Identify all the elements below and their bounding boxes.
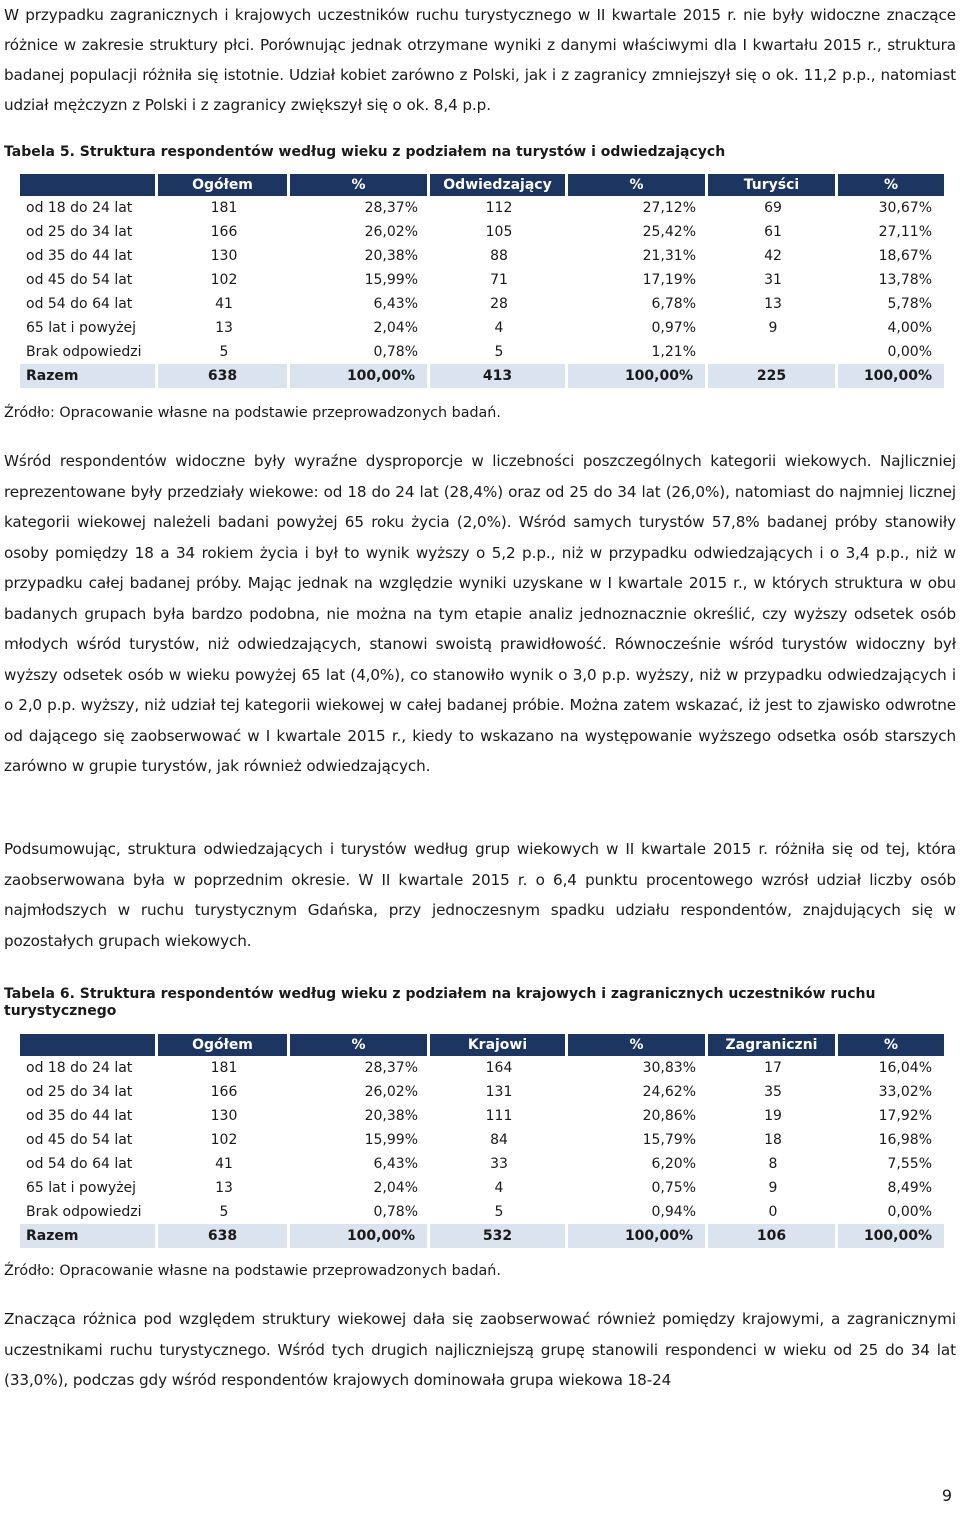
table6-cell: 28,37% <box>364 1060 418 1076</box>
table5-cell: 13 <box>215 320 233 336</box>
table6-cell: 16,98% <box>878 1132 932 1148</box>
table5-header-pct3: % <box>838 174 944 196</box>
table6-cell: 8,49% <box>887 1180 932 1196</box>
table5-cell: 13 <box>764 296 782 312</box>
table5-header-turysci: Turyści <box>708 174 838 196</box>
table6-total-cell: 100,00% <box>568 1224 708 1248</box>
table6-cell: 17 <box>764 1060 782 1076</box>
page-number: 9 <box>941 1486 952 1505</box>
table6-cell: 0,78% <box>373 1204 418 1220</box>
table6-cell: 2,04% <box>373 1180 418 1196</box>
table5-cell: 0,97% <box>651 320 696 336</box>
table5-row <box>20 244 944 268</box>
table5-cell: 0,78% <box>373 344 418 360</box>
table5-total-row <box>20 364 944 388</box>
table5-cell: 30,67% <box>878 200 932 216</box>
table5-header-row <box>20 174 944 196</box>
table6-cell: 20,86% <box>642 1108 696 1124</box>
table5-cell: 4 <box>494 320 504 336</box>
table6-total-cell: 638 <box>158 1224 290 1248</box>
table6-cell: od 54 do 64 lat <box>26 1156 133 1172</box>
table5-header-odwiedzajacy: Odwiedzający <box>430 174 568 196</box>
paragraph-age-disproportions: Wśród respondentów widoczne były wyraźne dysproporcje w liczebności poszczególnych kategorii wiekowych. Najliczniej reprezentowane były przedziały wiekowe: od 18 do 24 lat (28,4%) oraz od 25 do 34 lat (26,0%), natomiast do najmniej licznej kategorii wiekowej należeli badani powyżej 65 roku życia (2,0%). Wśród samych turystów 57,8% badanej próby stanowiły osoby pomiędzy 18 a 34 rokiem życia i był to wynik wyższy o 5,2 p.p., niż w przypadku odwiedzających i o 3,4 p.p., niż w przypadku całej badanej próby. Mając jednak na względzie wyniki uzyskane w I kwartale 2015 r., w których struktura w obu badanych grupach była bardzo podobna, nie można na tym etapie analiz jednoznacznie określić, czy wyższy odsetek osób młodych wśród turystów, niż odwiedzających, stanowi swoistą prawidłowość. Równocześnie wśród turystów widoczny był wyższy odsetek osób w wieku powyżej 65 lat (4,0%), co stanowiło wynik o 3,0 p.p. wyższy, niż w przypadku odwiedzających i o 2,0 p.p. wyższy, niż udział tej kategorii wiekowej w całej badanej próbie. Można zatem wskazać, iż jest to zjawisko odwrotne od dającego się zaobserwować w I kwartale 2015 r., kiedy to wskazano na występowanie wyższego odsetka osób starszych zarówno w grupie turystów, jak również odwiedzających. <box>4 452 956 775</box>
table6-cell: 166 <box>210 1084 238 1100</box>
table5-caption: Tabela 5. Struktura respondentów według wieku z podziałem na turystów i odwiedzających <box>4 144 726 160</box>
table6-cell: 5 <box>219 1204 229 1220</box>
table5-cell: 28 <box>490 296 508 312</box>
table5-cell: 69 <box>764 200 782 216</box>
table5-cell: 15,99% <box>364 272 418 288</box>
table6-cell: od 45 do 54 lat <box>26 1132 133 1148</box>
table5-cell: od 54 do 64 lat <box>26 296 133 312</box>
table5-cell: 112 <box>485 200 513 216</box>
table5-cell: 42 <box>764 248 782 264</box>
table6-cell: 15,99% <box>364 1132 418 1148</box>
table5-cell: od 25 do 34 lat <box>26 224 133 240</box>
table5-row <box>20 268 944 292</box>
table6-cell: od 25 do 34 lat <box>26 1084 133 1100</box>
table5-total-cell: 100,00% <box>838 364 944 388</box>
table6-cell: 84 <box>490 1132 508 1148</box>
table5-cell: 65 lat i powyżej <box>26 320 137 336</box>
table6-cell: 111 <box>485 1108 513 1124</box>
table6-cell: 0,94% <box>651 1204 696 1220</box>
table6-row <box>20 1152 944 1176</box>
table5-cell: 2,04% <box>373 320 418 336</box>
table5-source: Źródło: Opracowanie własne na podstawie przeprowadzonych badań. <box>4 405 501 421</box>
table5-total-cell: 413 <box>430 364 568 388</box>
table6-cell: Brak odpowiedzi <box>26 1204 142 1220</box>
table6-row <box>20 1200 944 1224</box>
table5-total-cell: 225 <box>708 364 838 388</box>
table6-cell: 18 <box>764 1132 782 1148</box>
table5-cell: 26,02% <box>364 224 418 240</box>
table6-cell: 19 <box>764 1108 782 1124</box>
table6-row <box>20 1176 944 1200</box>
table5-cell: 25,42% <box>642 224 696 240</box>
table6-header-row <box>20 1034 944 1056</box>
table6-total-cell: 100,00% <box>290 1224 430 1248</box>
table6-cell: 6,20% <box>651 1156 696 1172</box>
table6-cell: 164 <box>485 1060 513 1076</box>
intro-paragraph: W przypadku zagranicznych i krajowych uczestników ruchu turystycznego w II kwartale 2015 r. nie były widoczne znaczące różnice w zakresie struktury płci. Porównując jednak otrzymane wyniki z danymi właściwymi dla I kwartału 2015 r., struktura badanej populacji różniła się istotnie. Udział kobiet zarówno z Polski, jak i z zagranicy zmniejszył się o ok. 11,2 p.p., natomiast udział mężczyzn z Polski i z zagranicy zwiększył się o ok. 8,4 p.p. <box>4 6 956 114</box>
table6-row <box>20 1080 944 1104</box>
table6-row <box>20 1056 944 1080</box>
table5-cell: 71 <box>490 272 508 288</box>
table6-header-ogolem: Ogółem <box>158 1034 290 1056</box>
table6-total-cell: 532 <box>430 1224 568 1248</box>
table5-header-pct1: % <box>290 174 430 196</box>
table5-cell: 166 <box>210 224 238 240</box>
table5-cell: Brak odpowiedzi <box>26 344 142 360</box>
table5-total-cell: 638 <box>158 364 290 388</box>
table6-cell: 41 <box>215 1156 233 1172</box>
table5-cell: 20,38% <box>364 248 418 264</box>
table6-cell: od 18 do 24 lat <box>26 1060 133 1076</box>
table6-total-cell: 106 <box>708 1224 838 1248</box>
table5-header-ogolem: Ogółem <box>158 174 290 196</box>
table6-total-row <box>20 1224 944 1248</box>
table5-total-cell: Razem <box>20 364 158 388</box>
table5-cell: 28,37% <box>364 200 418 216</box>
table5-cell: od 18 do 24 lat <box>26 200 133 216</box>
table5-cell: 6,43% <box>373 296 418 312</box>
table6-cell: 0 <box>768 1204 778 1220</box>
table5-cell: 102 <box>210 272 238 288</box>
table6-cell: 35 <box>764 1084 782 1100</box>
table6-cell: 8 <box>768 1156 778 1172</box>
table6 <box>20 1034 944 1248</box>
table5-cell: 0,00% <box>887 344 932 360</box>
table5-cell: od 45 do 54 lat <box>26 272 133 288</box>
table6-header-pct1: % <box>290 1034 430 1056</box>
table5-cell: 105 <box>485 224 513 240</box>
table6-cell: 30,83% <box>642 1060 696 1076</box>
table5 <box>20 174 944 388</box>
table6-total-cell: Razem <box>20 1224 158 1248</box>
table5-cell <box>708 340 838 364</box>
table5-cell: 17,19% <box>642 272 696 288</box>
table6-cell: 24,62% <box>642 1084 696 1100</box>
table6-cell: 6,43% <box>373 1156 418 1172</box>
table6-cell: 16,04% <box>878 1060 932 1076</box>
table5-row <box>20 292 944 316</box>
table6-header-blank <box>20 1034 158 1056</box>
table5-total-cell: 100,00% <box>568 364 708 388</box>
table5-cell: 130 <box>210 248 238 264</box>
table6-cell: 131 <box>485 1084 513 1100</box>
table6-cell: 4 <box>494 1180 504 1196</box>
table6-cell: 9 <box>768 1180 778 1196</box>
table5-cell: 27,11% <box>878 224 932 240</box>
table6-cell: od 35 do 44 lat <box>26 1108 133 1124</box>
table5-cell: 5,78% <box>887 296 932 312</box>
table6-cell: 17,92% <box>878 1108 932 1124</box>
table6-cell: 33 <box>490 1156 508 1172</box>
table6-cell: 5 <box>494 1204 504 1220</box>
table6-cell: 0,00% <box>887 1204 932 1220</box>
table5-row <box>20 220 944 244</box>
table6-header-zagraniczni: Zagraniczni <box>708 1034 838 1056</box>
table6-caption: Tabela 6. Struktura respondentów według wieku z podziałem na krajowych i zagranicznych uczestników ruchu turystycznego <box>4 986 876 1019</box>
table5-cell: 9 <box>768 320 778 336</box>
table6-cell: 20,38% <box>364 1108 418 1124</box>
table6-header-pct2: % <box>568 1034 708 1056</box>
table6-cell: 33,02% <box>878 1084 932 1100</box>
table6-cell: 26,02% <box>364 1084 418 1100</box>
table6-cell: 7,55% <box>887 1156 932 1172</box>
table5-cell: 41 <box>215 296 233 312</box>
table5-header-blank <box>20 174 158 196</box>
table5-cell: 31 <box>764 272 782 288</box>
table5-cell: 1,21% <box>651 344 696 360</box>
table5-cell: od 35 do 44 lat <box>26 248 133 264</box>
table6-cell: 181 <box>210 1060 238 1076</box>
table5-cell: 18,67% <box>878 248 932 264</box>
table6-row <box>20 1128 944 1152</box>
table5-cell: 6,78% <box>651 296 696 312</box>
table6-cell: 65 lat i powyżej <box>26 1180 137 1196</box>
table5-cell: 4,00% <box>887 320 932 336</box>
table6-header-krajowi: Krajowi <box>430 1034 568 1056</box>
table5-total-cell: 100,00% <box>290 364 430 388</box>
table5-header-pct2: % <box>568 174 708 196</box>
table5-cell: 61 <box>764 224 782 240</box>
table6-cell: 0,75% <box>651 1180 696 1196</box>
table5-row <box>20 316 944 340</box>
table5-cell: 5 <box>494 344 504 360</box>
table6-source: Źródło: Opracowanie własne na podstawie przeprowadzonych badań. <box>4 1263 501 1279</box>
table6-total-cell: 100,00% <box>838 1224 944 1248</box>
table5-cell: 5 <box>219 344 229 360</box>
table5-cell: 13,78% <box>878 272 932 288</box>
table5-row <box>20 196 944 220</box>
table5-cell: 88 <box>490 248 508 264</box>
table5-cell: 27,12% <box>642 200 696 216</box>
table5-cell: 21,31% <box>642 248 696 264</box>
paragraph-domestic-foreign: Znacząca różnica pod względem struktury wiekowej dała się zaobserwować również pomiędzy krajowymi, a zagranicznymi uczestnikami ruchu turystycznego. Wśród tych drugich najliczniejszą grupę stanowili respondenci w wieku od 25 do 34 lat (33,0%), podczas gdy wśród respondentów krajowych dominowała grupa wiekowa 18-24 <box>4 1310 956 1389</box>
table6-row <box>20 1104 944 1128</box>
paragraph-summary: Podsumowując, struktura odwiedzających i turystów według grup wiekowych w II kwartale 2015 r. różniła się od tej, która zaobserwowana była w poprzednim okresie. W II kwartale 2015 r. o 6,4 punktu procentowego wzrósł udział liczby osób najmłodszych w ruchu turystycznym Gdańska, przy jednoczesnym spadku udziału respondentów, znajdujących się w pozostałych grupach wiekowych. <box>4 840 956 950</box>
table6-cell: 13 <box>215 1180 233 1196</box>
table5-cell: 181 <box>210 200 238 216</box>
table6-cell: 15,79% <box>642 1132 696 1148</box>
table5-row <box>20 340 944 364</box>
table6-cell: 130 <box>210 1108 238 1124</box>
table6-header-pct3: % <box>838 1034 944 1056</box>
table6-cell: 102 <box>210 1132 238 1148</box>
